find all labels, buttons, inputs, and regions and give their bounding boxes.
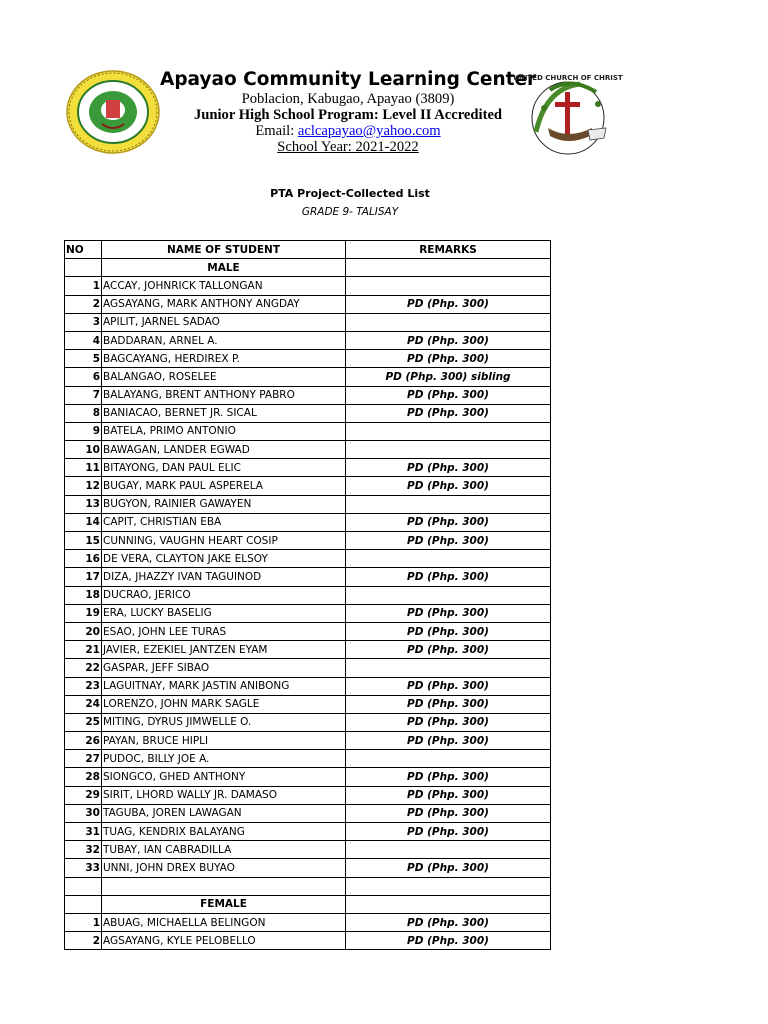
table-row [65, 859, 551, 877]
table-row [65, 622, 551, 640]
student-remarks: PD (Php. 300) [346, 350, 551, 368]
student-name: PUDOC, BILLY JOE A. [102, 750, 346, 768]
student-number: 9 [65, 422, 102, 440]
student-number: 7 [65, 386, 102, 404]
table-row [65, 550, 551, 568]
student-name: BAWAGAN, LANDER EGWAD [102, 441, 346, 459]
student-number: 30 [65, 804, 102, 822]
student-name: BAGCAYANG, HERDIREX P. [102, 350, 346, 368]
table-row [65, 277, 551, 295]
student-name: DIZA, JHAZZY IVAN TAGUINOD [102, 568, 346, 586]
student-remarks [346, 750, 551, 768]
table-row [65, 677, 551, 695]
table-row [65, 932, 551, 950]
student-number: 12 [65, 477, 102, 495]
student-number: 4 [65, 331, 102, 349]
student-name: BUGAY, MARK PAUL ASPERELA [102, 477, 346, 495]
table-row [65, 713, 551, 731]
svg-text:UNITED CHURCH OF CHRIST: UNITED CHURCH OF CHRIST [513, 74, 623, 82]
document-subtitle: GRADE 9- TALISAY [301, 206, 399, 218]
student-remarks: PD (Php. 300) [346, 804, 551, 822]
section-label-female: FEMALE [102, 895, 346, 913]
student-name: ACCAY, JOHNRICK TALLONGAN [102, 277, 346, 295]
table-row [65, 768, 551, 786]
student-remarks [346, 277, 551, 295]
table-row [65, 841, 551, 859]
student-table [64, 240, 551, 950]
school-address: Poblacion, Kabugao, Apayao (3809) [241, 91, 455, 107]
student-remarks: PD (Php. 300) [346, 859, 551, 877]
student-name: SIONGCO, GHED ANTHONY [102, 768, 346, 786]
student-number: 2 [65, 295, 102, 313]
student-name: JAVIER, EZEKIEL JANTZEN EYAM [102, 641, 346, 659]
column-header-remarks: REMARKS [346, 241, 551, 259]
student-name: ESAO, JOHN LEE TURAS [102, 622, 346, 640]
column-header-no: NO [65, 241, 102, 259]
student-name: GASPAR, JEFF SIBAO [102, 659, 346, 677]
student-remarks: PD (Php. 300) [346, 513, 551, 531]
table-row [65, 786, 551, 804]
blank-row [65, 877, 551, 895]
student-name: BALAYANG, BRENT ANTHONY PABRO [102, 386, 346, 404]
student-name: ABUAG, MICHAELLA BELINGON [102, 913, 346, 931]
student-remarks: PD (Php. 300) [346, 677, 551, 695]
student-name: ERA, LUCKY BASELIG [102, 604, 346, 622]
student-remarks: PD (Php. 300) [346, 404, 551, 422]
table-row [65, 350, 551, 368]
student-number: 33 [65, 859, 102, 877]
student-number: 32 [65, 841, 102, 859]
student-number: 25 [65, 713, 102, 731]
student-name: TUAG, KENDRIX BALAYANG [102, 823, 346, 841]
student-number: 1 [65, 277, 102, 295]
student-number: 1 [65, 913, 102, 931]
table-row [65, 750, 551, 768]
email-label: Email: [255, 123, 298, 139]
student-name: BADDARAN, ARNEL A. [102, 331, 346, 349]
student-remarks: PD (Php. 300) [346, 295, 551, 313]
letterhead [0, 66, 768, 166]
student-name: UNNI, JOHN DREX BUYAO [102, 859, 346, 877]
student-remarks [346, 586, 551, 604]
column-header-name: NAME OF STUDENT [102, 241, 346, 259]
school-seal-logo [66, 70, 160, 154]
table-row [65, 568, 551, 586]
student-number: 8 [65, 404, 102, 422]
student-remarks [346, 550, 551, 568]
student-number: 16 [65, 550, 102, 568]
table-row [65, 386, 551, 404]
student-number: 3 [65, 313, 102, 331]
student-name: PAYAN, BRUCE HIPLI [102, 732, 346, 750]
table-row [65, 441, 551, 459]
student-number: 20 [65, 622, 102, 640]
table-row [65, 659, 551, 677]
student-remarks: PD (Php. 300) [346, 386, 551, 404]
student-name: BUGYON, RAINIER GAWAYEN [102, 495, 346, 513]
table-row [65, 513, 551, 531]
student-name: BATELA, PRIMO ANTONIO [102, 422, 346, 440]
table-row [65, 477, 551, 495]
student-name: DE VERA, CLAYTON JAKE ELSOY [102, 550, 346, 568]
student-remarks: PD (Php. 300) sibling [346, 368, 551, 386]
student-name: BITAYONG, DAN PAUL ELIC [102, 459, 346, 477]
student-name: SIRIT, LHORD WALLY JR. DAMASO [102, 786, 346, 804]
student-number: 27 [65, 750, 102, 768]
student-number: 11 [65, 459, 102, 477]
student-number: 24 [65, 695, 102, 713]
student-number: 5 [65, 350, 102, 368]
student-name: TAGUBA, JOREN LAWAGAN [102, 804, 346, 822]
student-name: LORENZO, JOHN MARK SAGLE [102, 695, 346, 713]
table-header-row [65, 241, 551, 259]
school-year: School Year: 2021-2022 [277, 139, 419, 155]
student-number: 18 [65, 586, 102, 604]
table-row [65, 823, 551, 841]
table-row [65, 586, 551, 604]
student-number: 22 [65, 659, 102, 677]
table-row [65, 732, 551, 750]
table-row [65, 604, 551, 622]
student-number: 29 [65, 786, 102, 804]
student-name: BALANGAO, ROSELEE [102, 368, 346, 386]
email-link[interactable]: aclcapayao@yahoo.com [297, 123, 441, 139]
student-number: 23 [65, 677, 102, 695]
student-remarks: PD (Php. 300) [346, 331, 551, 349]
blank-cell [346, 877, 551, 895]
student-number: 28 [65, 768, 102, 786]
student-remarks: PD (Php. 300) [346, 932, 551, 950]
table-row [65, 313, 551, 331]
table-row [65, 913, 551, 931]
table-row [65, 404, 551, 422]
student-remarks: PD (Php. 300) [346, 477, 551, 495]
school-email-line [160, 123, 536, 140]
table-row [65, 495, 551, 513]
student-name: AGSAYANG, KYLE PELOBELLO [102, 932, 346, 950]
student-number: 2 [65, 932, 102, 950]
table-row [65, 804, 551, 822]
student-name: LAGUITNAY, MARK JASTIN ANIBONG [102, 677, 346, 695]
table-row [65, 695, 551, 713]
student-number: 14 [65, 513, 102, 531]
student-remarks: PD (Php. 300) [346, 786, 551, 804]
student-remarks [346, 841, 551, 859]
document-title: PTA Project-Collected List [270, 187, 430, 200]
table-row [65, 331, 551, 349]
student-remarks: PD (Php. 300) [346, 459, 551, 477]
student-number: 26 [65, 732, 102, 750]
blank-cell [102, 877, 346, 895]
student-remarks [346, 441, 551, 459]
school-name: Apayao Community Learning Center [160, 69, 537, 90]
blank-cell [65, 877, 102, 895]
student-name: APILIT, JARNEL SADAO [102, 313, 346, 331]
student-name: MITING, DYRUS JIMWELLE O. [102, 713, 346, 731]
table-row [65, 295, 551, 313]
table-row [65, 641, 551, 659]
student-number: 15 [65, 532, 102, 550]
student-remarks: PD (Php. 300) [346, 823, 551, 841]
church-seal-logo [510, 70, 626, 162]
student-number: 13 [65, 495, 102, 513]
student-remarks: PD (Php. 300) [346, 568, 551, 586]
student-remarks: PD (Php. 300) [346, 713, 551, 731]
student-remarks [346, 495, 551, 513]
school-program: Junior High School Program: Level II Accredited [193, 107, 503, 123]
section-cell-empty [346, 895, 551, 913]
student-name: CUNNING, VAUGHN HEART COSIP [102, 532, 346, 550]
section-cell-empty [65, 895, 102, 913]
student-remarks [346, 422, 551, 440]
student-number: 10 [65, 441, 102, 459]
section-row-male [65, 259, 551, 277]
student-number: 21 [65, 641, 102, 659]
section-cell-empty [65, 259, 102, 277]
student-name: AGSAYANG, MARK ANTHONY ANGDAY [102, 295, 346, 313]
student-number: 31 [65, 823, 102, 841]
student-name: DUCRAO, JERICO [102, 586, 346, 604]
student-name: CAPIT, CHRISTIAN EBA [102, 513, 346, 531]
student-remarks: PD (Php. 300) [346, 768, 551, 786]
student-remarks: PD (Php. 300) [346, 695, 551, 713]
student-remarks: PD (Php. 300) [346, 732, 551, 750]
student-remarks: PD (Php. 300) [346, 532, 551, 550]
section-label-male: MALE [102, 259, 346, 277]
student-remarks: PD (Php. 300) [346, 622, 551, 640]
table-row [65, 368, 551, 386]
table-row [65, 532, 551, 550]
student-name: TUBAY, IAN CABRADILLA [102, 841, 346, 859]
student-remarks: PD (Php. 300) [346, 604, 551, 622]
student-number: 19 [65, 604, 102, 622]
student-name: BANIACAO, BERNET JR. SICAL [102, 404, 346, 422]
table-row [65, 459, 551, 477]
section-row-female [65, 895, 551, 913]
student-remarks [346, 659, 551, 677]
table-row [65, 422, 551, 440]
student-number: 6 [65, 368, 102, 386]
student-remarks: PD (Php. 300) [346, 913, 551, 931]
student-remarks [346, 313, 551, 331]
student-remarks: PD (Php. 300) [346, 641, 551, 659]
section-cell-empty [346, 259, 551, 277]
student-table-body [65, 241, 551, 950]
student-number: 17 [65, 568, 102, 586]
